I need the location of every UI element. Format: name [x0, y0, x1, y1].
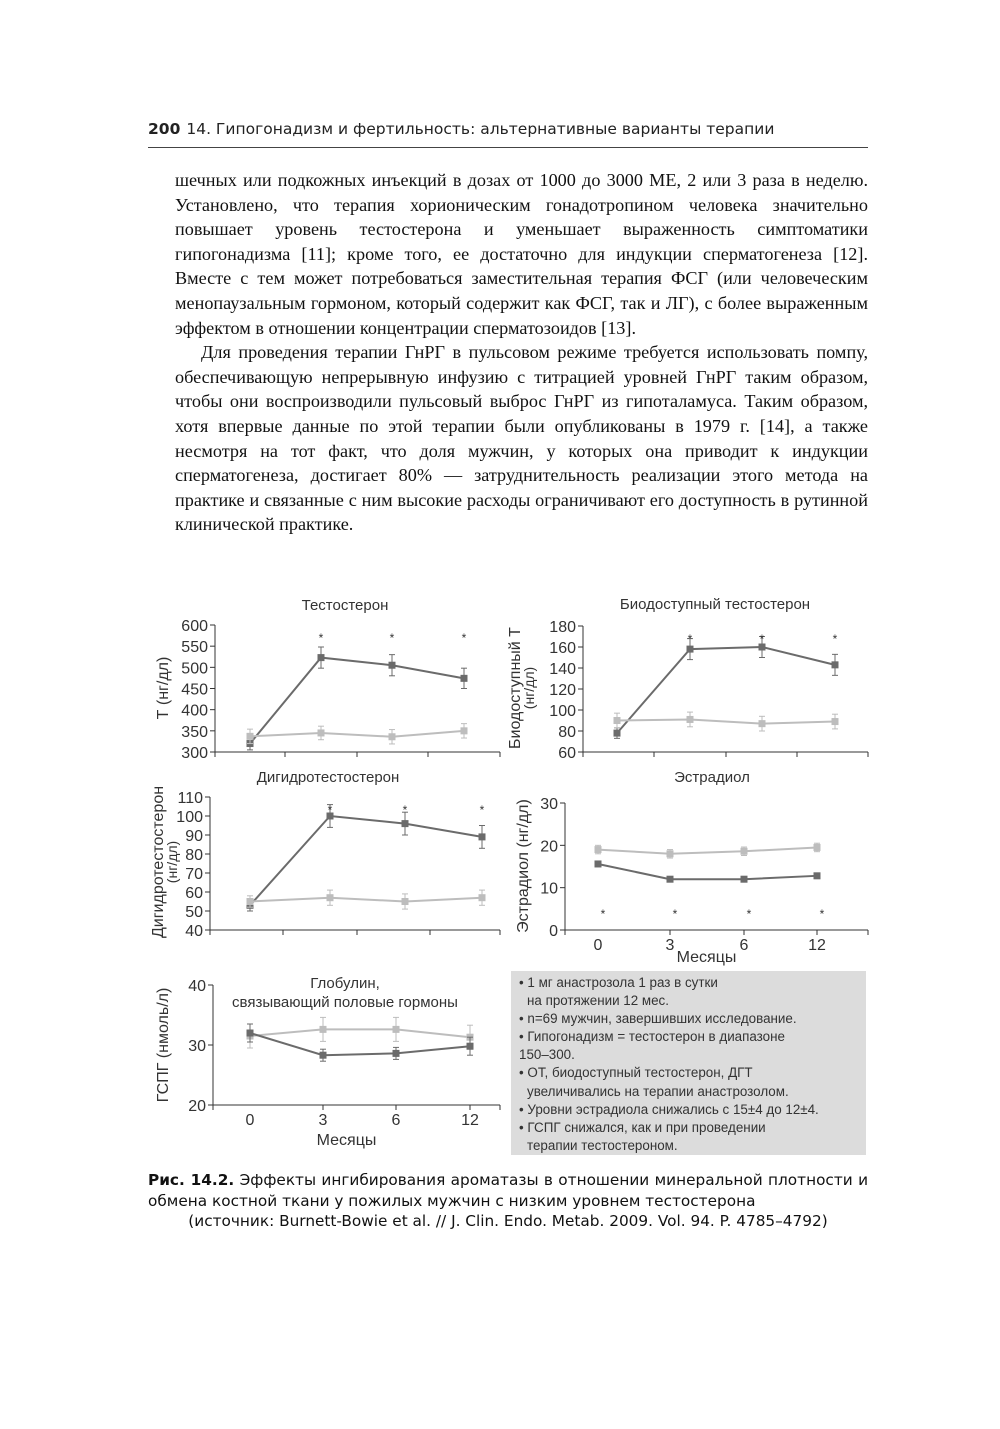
y-axis-label: Биодоступный Т	[507, 627, 524, 749]
x-tick-label: 0	[593, 937, 603, 954]
chart-panel-3	[150, 769, 500, 940]
series-line-placebo	[598, 847, 817, 853]
y-tick-label: 80	[558, 724, 576, 741]
y-axis-label: Т (нг/дл)	[155, 656, 172, 720]
data-point-placebo	[393, 1026, 400, 1033]
significance-marker: *	[461, 631, 467, 645]
paragraph: Для проведения терапии ГнРГ в пульсовом режиме требуется использовать помпу, обеспечивающую непрерывную инфузию с титрацией уровней ГнРГ таким образом, чтобы они воспроизводили пульсовый выброс ГнРГ из гипоталамуса. Таким образом, хотя впервые данные по этой терапии были опубликованы в 1979 г. [14], а также несмотря на тот факт, что доля мужчин, у которых она приводит к индукции сперматогенеза, достигает 80% — затруднительность реализации этого метода на практике и связанные с ним высокие расходы ограничивают его доступность в рутинной клинической практике.	[175, 342, 868, 535]
info-line: • 1 мг анастрозола 1 раз в сутки	[519, 975, 718, 990]
x-tick-label: 6	[391, 1112, 401, 1129]
y-tick-label: 50	[185, 904, 203, 921]
data-point-placebo	[461, 727, 468, 734]
series-line-placebo	[250, 731, 464, 737]
y-axis-label-group	[515, 799, 532, 933]
x-tick-label: 3	[318, 1112, 328, 1129]
data-point-anastrozole	[479, 833, 486, 840]
data-point-placebo	[320, 1026, 327, 1033]
info-line: 150–300.	[519, 1047, 575, 1063]
significance-marker: *	[819, 907, 825, 921]
data-point-anastrozole	[741, 876, 748, 883]
data-point-anastrozole	[389, 662, 396, 669]
y-tick-label: 0	[549, 923, 558, 940]
info-box	[511, 971, 866, 1155]
x-axis-label: Месяцы	[316, 1132, 377, 1149]
data-point-anastrozole	[461, 675, 468, 682]
y-tick-label: 500	[181, 660, 208, 678]
info-line: увеличивались на терапии анастрозолом.	[527, 1083, 789, 1099]
y-tick-label: 20	[188, 1098, 206, 1115]
y-tick-label: 70	[185, 866, 203, 883]
series-line-anastrozole	[250, 816, 482, 905]
significance-marker: *	[318, 631, 324, 645]
series-line-placebo	[617, 719, 835, 723]
y-tick-label: 140	[549, 661, 576, 678]
y-tick-label: 180	[549, 619, 576, 636]
y-tick-label: 350	[181, 723, 208, 741]
chart-panel-5	[155, 975, 500, 1149]
data-point-anastrozole	[467, 1043, 474, 1050]
chart-panel-2	[507, 596, 868, 762]
paragraph: шечных или подкожных инъекций в дозах от 1000 до 3000 МЕ, 2 или 3 раза в неделю. Установлено, что терапия хорионическим гонадотропином человека значительно повышает уровень тестостерона и уменьшает выраженность симптоматики гипогонадизма [11]; кроме того, ее достаточно для индукции сперматогенеза [12]. Вместе с тем может потребоваться заместительная терапия ФСГ (или человеческим менопаузальным гормоном, который содержит как ФСГ, так и ЛГ), с более выраженным эффектом в отношении концентрации сперматозоидов [13].	[175, 170, 868, 338]
data-point-placebo	[402, 898, 409, 905]
caption-text: Эффекты ингибирования ароматазы в отношении минеральной плотности и обмена костной ткани у пожилых мужчин с низким уровнем тестостерона	[148, 1171, 869, 1210]
y-axis-label-group	[507, 627, 537, 749]
significance-marker: *	[746, 907, 752, 921]
chart-title: Эстрадиол	[674, 769, 750, 786]
y-tick-label: 60	[185, 885, 203, 902]
y-tick-label: 30	[540, 796, 558, 813]
page-number: 200	[148, 120, 181, 138]
data-point-placebo	[479, 894, 486, 901]
significance-marker: *	[672, 907, 678, 921]
x-tick-label: 3	[665, 937, 675, 954]
data-point-anastrozole	[320, 1052, 327, 1059]
chapter-title: 14. Гипогонадизм и фертильность: альтернативные варианты терапии	[186, 120, 775, 138]
info-line: • n=69 мужчин, завершивших исследование.	[519, 1011, 797, 1027]
chart-title: Биодоступный тестостерон	[619, 596, 811, 613]
significance-marker: *	[759, 632, 765, 646]
y-tick-label: 550	[181, 639, 208, 657]
chart-panel-1	[155, 597, 500, 762]
y-tick-label: 160	[549, 640, 576, 657]
data-point-anastrozole	[814, 872, 821, 879]
data-point-anastrozole	[247, 1030, 254, 1037]
significance-marker: *	[479, 803, 485, 817]
data-point-anastrozole	[318, 654, 325, 661]
y-tick-label: 120	[549, 682, 576, 699]
y-tick-label: 100	[176, 809, 203, 826]
figure-caption	[148, 1170, 868, 1232]
y-tick-label: 600	[181, 618, 208, 635]
info-line: • ГСПГ снижался, как и при проведении	[519, 1119, 766, 1135]
y-axis-label-group	[155, 657, 172, 720]
x-tick-label: 6	[739, 937, 749, 954]
y-axis-label-group	[155, 988, 172, 1103]
y-tick-label: 60	[558, 745, 576, 762]
data-point-anastrozole	[393, 1050, 400, 1057]
y-tick-label: 10	[540, 880, 558, 898]
data-point-anastrozole	[402, 820, 409, 827]
data-point-placebo	[759, 720, 766, 727]
series-line-placebo	[250, 898, 482, 902]
caption-label: Рис. 14.2.	[148, 1171, 235, 1189]
chart-title: связывающий половые гормоны	[232, 994, 458, 1011]
y-tick-label: 40	[188, 978, 206, 995]
series-line-anastrozole	[250, 1033, 470, 1055]
y-axis-label: ГСПГ (нмоль/л)	[155, 987, 172, 1103]
chart-panel-4	[515, 769, 868, 966]
info-line: терапии тестостероном.	[527, 1137, 678, 1153]
series-line-placebo	[250, 1029, 470, 1037]
y-tick-label: 90	[185, 828, 203, 845]
chart-title: Тестостерон	[301, 597, 389, 614]
significance-marker: *	[832, 632, 838, 646]
significance-marker: *	[402, 803, 408, 817]
data-point-placebo	[832, 718, 839, 725]
y-tick-label: 450	[181, 681, 208, 699]
y-axis-label: (нг/дл)	[164, 840, 180, 884]
data-point-placebo	[247, 898, 254, 905]
data-point-placebo	[614, 717, 621, 724]
caption-source: (источник: Burnett-Bowie et al. // J. Clin. Endo. Metab. 2009. Vol. 94. P. 4785–4792)	[188, 1212, 828, 1230]
significance-marker: *	[327, 803, 333, 817]
significance-marker: *	[687, 632, 693, 646]
x-axis-label: Месяцы	[676, 949, 737, 966]
data-point-anastrozole	[832, 661, 839, 668]
info-line: • ОТ, биодоступный тестостерон, ДГТ	[519, 1065, 753, 1081]
info-line: • Гипогонадизм = тестостерон в диапазоне	[519, 1029, 785, 1045]
series-line-anastrozole	[250, 658, 464, 744]
y-tick-label: 80	[185, 847, 203, 864]
y-axis-label: (нг/дл)	[521, 666, 537, 710]
y-tick-label: 100	[549, 703, 576, 720]
y-axis-label: Дигидротестостерон	[150, 785, 167, 939]
data-point-placebo	[667, 850, 674, 857]
data-point-placebo	[687, 716, 694, 723]
data-point-placebo	[389, 733, 396, 740]
y-tick-label: 110	[177, 790, 203, 807]
data-point-placebo	[741, 848, 748, 855]
x-tick-label: 12	[808, 937, 826, 954]
chart-title: Глобулин,	[310, 975, 380, 992]
data-point-placebo	[318, 729, 325, 736]
data-point-placebo	[327, 894, 334, 901]
data-point-anastrozole	[595, 860, 602, 867]
y-tick-label: 300	[181, 745, 208, 762]
y-tick-label: 40	[185, 923, 203, 940]
data-point-placebo	[595, 846, 602, 853]
significance-marker: *	[389, 631, 395, 645]
chart-title: Дигидротестостерон	[256, 769, 400, 786]
data-point-anastrozole	[687, 646, 694, 653]
x-tick-label: 0	[245, 1112, 255, 1129]
significance-marker: *	[600, 907, 606, 921]
info-line: на протяжении 12 мес.	[527, 993, 669, 1009]
data-point-anastrozole	[614, 730, 621, 737]
series-line-anastrozole	[598, 864, 817, 879]
info-line: • Уровни эстрадиола снижались с 15±4 до 12±4.	[519, 1101, 819, 1117]
data-point-placebo	[814, 844, 821, 851]
y-tick-label: 20	[540, 838, 558, 856]
y-tick-label: 30	[188, 1038, 206, 1055]
y-tick-label: 400	[181, 702, 208, 720]
data-point-placebo	[247, 733, 254, 740]
data-point-anastrozole	[667, 876, 674, 883]
y-axis-label: Эстрадиол (нг/дл)	[515, 799, 532, 933]
x-tick-label: 12	[461, 1112, 479, 1129]
